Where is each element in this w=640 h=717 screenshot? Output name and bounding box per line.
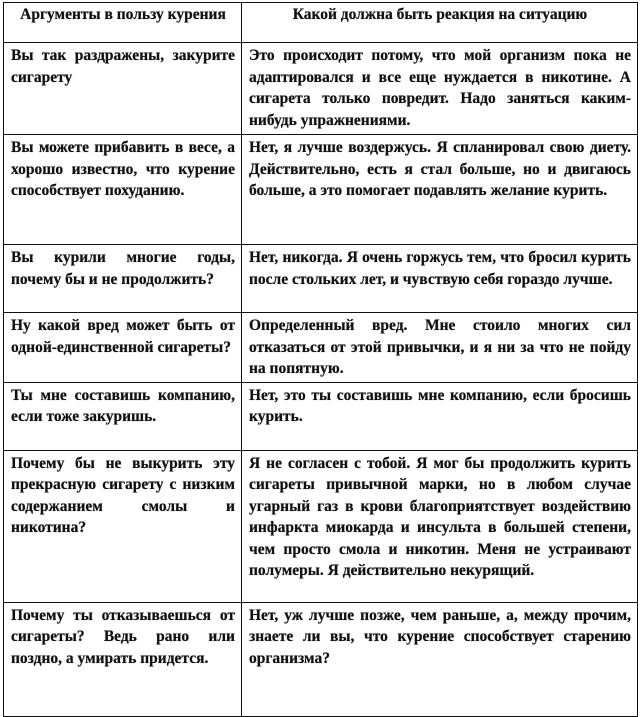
table-row: [4, 450, 638, 602]
argument-cell: Почему ты отказываешься от сигареты? Ведь рано или поздно, а умирать придется.: [4, 602, 242, 716]
table-row: [4, 135, 638, 245]
table-row: [4, 245, 638, 313]
response-cell: Нет, уж лучше позже, чем раньше, а, между прочим, знаете ли вы, что курение способствует старению организма?: [242, 602, 638, 716]
argument-cell: Вы можете прибавить в весе, а хорошо известно, что курение способствует похуданию.: [4, 135, 242, 245]
argument-cell: Ну какой вред может быть от одной-единственной сигареты?: [4, 313, 242, 383]
response-cell: Нет, никогда. Я очень горжусь тем, что бросил курить после стольких лет, и чувствую себя гораздо лучше.: [242, 245, 638, 313]
table-header-row: [4, 3, 638, 43]
response-cell: Я не согласен с тобой. Я мог бы продолжить курить сигареты привычной марки, но в любом случае угарный газ в крови благоприятствует воздействию инфаркта миокарда и инсульта в большей степени, чем просто смола и никотин. Меня не устраивают полумеры. Я действительно некурящий.: [242, 450, 638, 602]
argument-cell: Почему бы не выкурить эту прекрасную сигарету с низким содержанием смолы и никотина?: [4, 450, 242, 602]
response-cell: Определенный вред. Мне стоило многих сил отказаться от этой привычки, и я ни за что не пойду на попятную.: [242, 313, 638, 383]
response-cell: Нет, я лучше воздержусь. Я спланировал свою диету. Действительно, есть я стал больше, но и двигаюсь больше, а это помогает подавлять желание курить.: [242, 135, 638, 245]
arguments-table: [3, 2, 638, 717]
header-arguments: Аргументы в пользу курения: [4, 3, 242, 43]
argument-cell: Вы так раздражены, закурите сигарету: [4, 43, 242, 135]
response-cell: Это происходит потому, что мой организм пока не адаптировался и все еще нуждается в никотине. А сигарета только повредит. Надо заняться каким-нибудь упражнениями.: [242, 43, 638, 135]
header-reaction: Какой должна быть реакция на ситуацию: [242, 3, 638, 43]
table-row: [4, 313, 638, 383]
table-row: [4, 43, 638, 135]
response-cell: Нет, это ты составишь мне компанию, если бросишь курить.: [242, 382, 638, 450]
table-row: [4, 602, 638, 716]
argument-cell: Ты мне составишь компанию, если тоже закуришь.: [4, 382, 242, 450]
table-row: [4, 382, 638, 450]
argument-cell: Вы курили многие годы, почему бы и не продолжить?: [4, 245, 242, 313]
